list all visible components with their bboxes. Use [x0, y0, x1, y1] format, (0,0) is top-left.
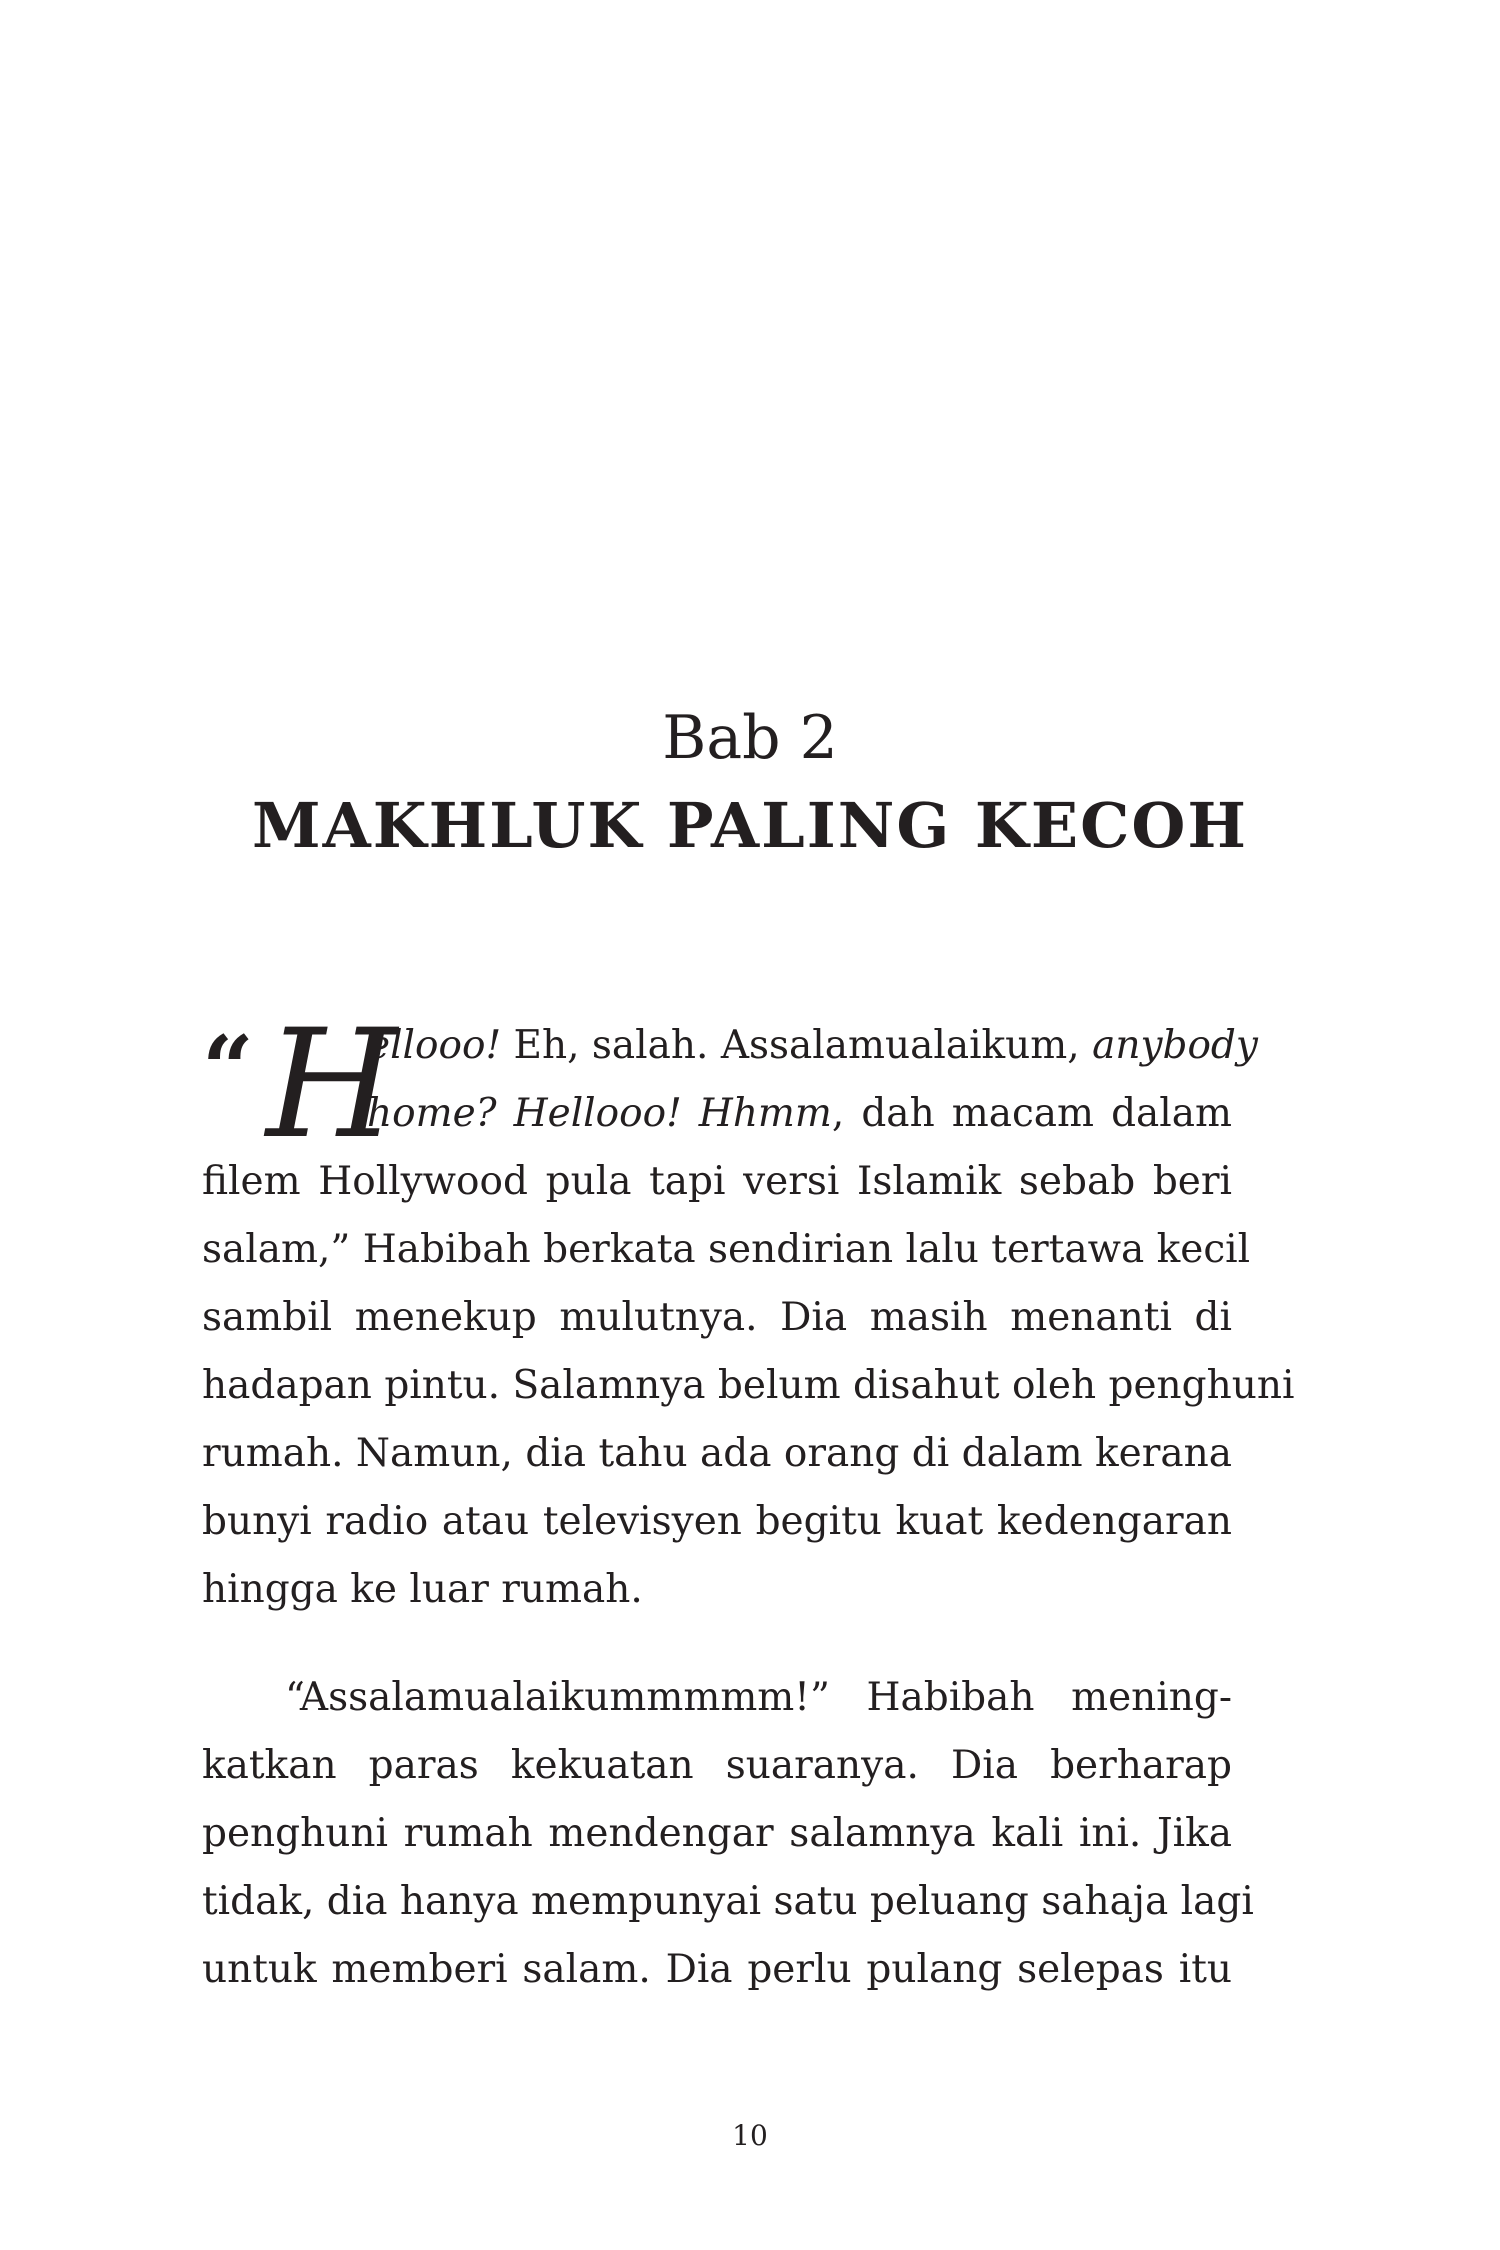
paragraph-line: hingga ke luar rumah.	[202, 1567, 643, 1612]
paragraph-line: ellooo! Eh, salah. Assalamualaikum, anybody	[367, 1023, 1258, 1068]
open-quote-mark: “	[202, 1016, 254, 1122]
paragraph-line: salam,” Habibah berkata sendirian lalu tertawa kecil	[202, 1227, 1251, 1272]
paragraph-line: filem Hollywood pula tapi versi Islamik sebab beri	[202, 1159, 1232, 1204]
paragraph-line: katkan paras kekuatan suaranya. Dia berharap	[202, 1743, 1232, 1788]
paragraph-gap	[202, 1624, 1232, 1664]
drop-cap-letter: H	[266, 998, 397, 1172]
body-text	[202, 998, 1295, 2004]
paragraph-line: home? Hellooo! Hhmm, dah macam dalam	[367, 1091, 1233, 1136]
paragraph-1	[202, 998, 1295, 1624]
paragraph-line: hadapan pintu. Salamnya belum disahut oleh penghuni	[202, 1363, 1295, 1408]
paragraph-line: bunyi radio atau televisyen begitu kuat kedengaran	[202, 1499, 1232, 1544]
drop-cap-block	[202, 998, 397, 1172]
paragraph-line: rumah. Namun, dia tahu ada orang di dalam kerana	[202, 1431, 1232, 1476]
paragraph-line: tidak, dia hanya mempunyai satu peluang sahaja lagi	[202, 1879, 1254, 1924]
paragraph-line: “Assalamualaikummmmm!” Habibah mening-	[285, 1675, 1232, 1720]
chapter-label: Bab 2	[662, 703, 838, 773]
paragraph-line: sambil menekup mulutnya. Dia masih menanti di	[202, 1295, 1232, 1340]
paragraph-line: untuk memberi salam. Dia perlu pulang selepas itu	[202, 1947, 1232, 1992]
page-number: 10	[732, 2119, 768, 2152]
chapter-title: MAKHLUK PALING KECOH	[251, 789, 1249, 862]
paragraph-line: penghuni rumah mendengar salamnya kali ini. Jika	[202, 1811, 1232, 1856]
paragraph-2	[202, 1664, 1254, 2004]
